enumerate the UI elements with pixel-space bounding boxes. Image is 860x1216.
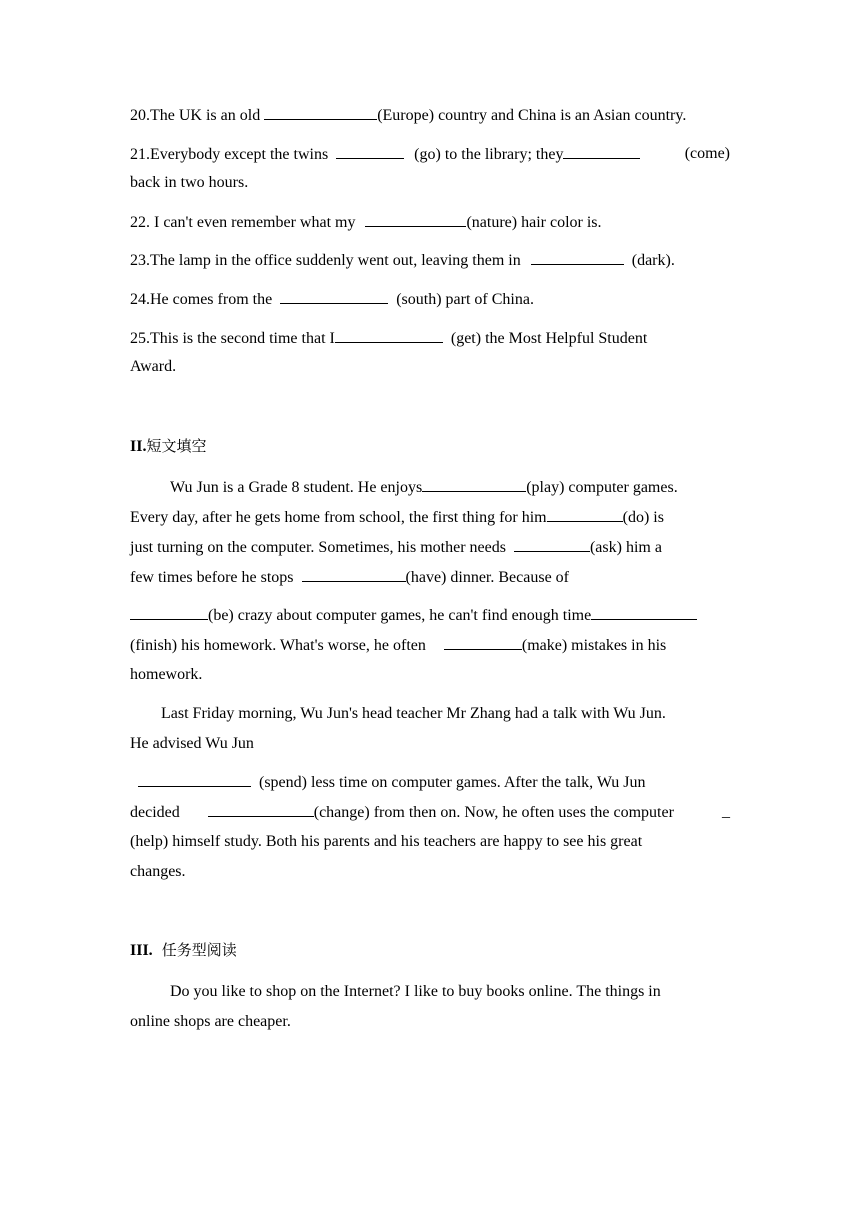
passage-line: (spend) less time on computer games. After the talk, Wu Jun xyxy=(130,767,730,798)
passage-line: (help) himself study. Both his parents and his teachers are happy to see his great xyxy=(130,833,643,850)
passage-line: changes. xyxy=(130,863,186,880)
answer-blank[interactable] xyxy=(280,284,388,304)
passage-line: homework. xyxy=(130,666,203,683)
passage-line: He advised Wu Jun xyxy=(130,735,254,752)
question-25-cont: Award. xyxy=(130,358,177,375)
passage-line: Last Friday morning, Wu Jun's head teacher Mr Zhang had a talk with Wu Jun. xyxy=(161,705,666,722)
passage-line: decided (change) from then on. Now, he often uses the computer _ xyxy=(130,797,730,828)
question-25: 25.This is the second time that I (get) the Most Helpful Student xyxy=(130,323,730,354)
answer-blank[interactable] xyxy=(130,600,208,620)
answer-blank[interactable] xyxy=(514,532,590,552)
section-2-heading: II.短文填空 xyxy=(130,437,207,455)
passage-line: Do you like to shop on the Internet? I like to buy books online. The things in xyxy=(170,983,661,1000)
answer-blank[interactable] xyxy=(264,100,377,120)
passage-line: Wu Jun is a Grade 8 student. He enjoys (play) computer games. xyxy=(130,472,730,503)
answer-blank[interactable] xyxy=(138,767,251,787)
question-20: 20.The UK is an old (Europe) country and China is an Asian country. xyxy=(130,100,730,131)
passage-line: (finish) his homework. What's worse, he often (make) mistakes in his xyxy=(130,630,730,661)
passage-line: online shops are cheaper. xyxy=(130,1013,291,1030)
question-24: 24.He comes from the (south) part of China. xyxy=(130,284,730,315)
question-21: 21.Everybody except the twins (go) to the library; they (come) xyxy=(130,139,730,170)
passage-line: Every day, after he gets home from school, the first thing for him (do) is xyxy=(130,502,730,533)
passage-line: few times before he stops (have) dinner. Because of xyxy=(130,562,730,593)
answer-blank[interactable] xyxy=(422,472,526,492)
answer-blank[interactable] xyxy=(444,630,522,650)
question-22: 22. I can't even remember what my (nature) hair color is. xyxy=(130,207,730,238)
answer-blank[interactable]: _ xyxy=(722,803,730,820)
section-3-heading: III. 任务型阅读 xyxy=(130,941,237,959)
answer-blank[interactable] xyxy=(531,245,624,265)
question-21-cont: back in two hours. xyxy=(130,174,249,191)
passage-line: (be) crazy about computer games, he can't find enough time xyxy=(130,600,730,631)
answer-blank[interactable] xyxy=(335,323,443,343)
answer-blank[interactable] xyxy=(365,207,466,227)
answer-blank[interactable] xyxy=(336,139,404,159)
answer-blank[interactable] xyxy=(591,600,697,620)
answer-blank[interactable] xyxy=(563,139,640,159)
answer-blank[interactable] xyxy=(302,562,406,582)
passage-line: just turning on the computer. Sometimes, his mother needs (ask) him a xyxy=(130,532,730,563)
question-23: 23.The lamp in the office suddenly went out, leaving them in (dark). xyxy=(130,245,730,276)
answer-blank[interactable] xyxy=(547,502,623,522)
answer-blank[interactable] xyxy=(208,797,314,817)
